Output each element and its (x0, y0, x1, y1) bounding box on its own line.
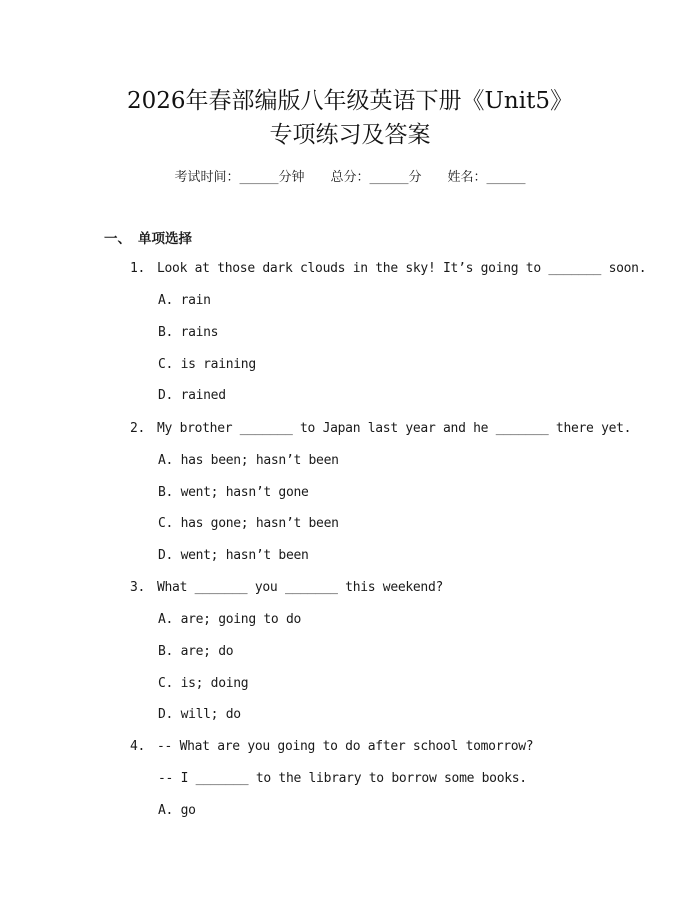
question-3 (130, 578, 443, 598)
question-text-line-2: -- I _______ to the library to borrow some books. (158, 771, 527, 786)
question-number: 1. (130, 261, 146, 276)
question-text: What _______ you _______ this weekend? (157, 580, 444, 595)
option-c: C. is raining (158, 357, 256, 372)
student-name-field: 姓名：______ (447, 170, 526, 185)
section-number: 一、 (104, 231, 131, 247)
question-2 (130, 419, 631, 439)
option-c: C. is; doing (158, 676, 249, 691)
question-4 (130, 737, 533, 757)
option-d: D. went; hasn’t been (158, 548, 309, 563)
option-c: C. has gone; hasn’t been (158, 516, 339, 531)
page-title: 2026年春部编版八年级英语下册《Unit5》 (127, 88, 573, 114)
exam-info-row (0, 168, 700, 188)
option-b: B. are; do (158, 644, 234, 659)
question-text: My brother _______ to Japan last year and he _______ there yet. (157, 421, 632, 436)
section-heading (104, 229, 192, 249)
option-b: B. rains (158, 325, 219, 340)
question-text: Look at those dark clouds in the sky! It’s going to _______ soon. (157, 261, 647, 276)
question-number: 4. (130, 739, 146, 754)
option-b: B. went; hasn’t gone (158, 485, 309, 500)
option-d: D. rained (158, 388, 226, 403)
exam-time-field: 考试时间：______分钟 (174, 170, 305, 185)
option-a: A. are; going to do (158, 612, 302, 627)
section-title: 单项选择 (138, 231, 192, 247)
question-text: -- What are you going to do after school tomorrow? (157, 739, 534, 754)
question-number: 3. (130, 580, 146, 595)
question-1 (130, 259, 646, 279)
option-a: A. rain (158, 293, 211, 308)
option-a: A. has been; hasn’t been (158, 453, 339, 468)
page-subtitle: 专项练习及答案 (269, 122, 431, 148)
question-number: 2. (130, 421, 146, 436)
total-score-field: 总分：______分 (330, 170, 422, 185)
option-d: D. will; do (158, 707, 241, 722)
option-a: A. go (158, 803, 196, 818)
